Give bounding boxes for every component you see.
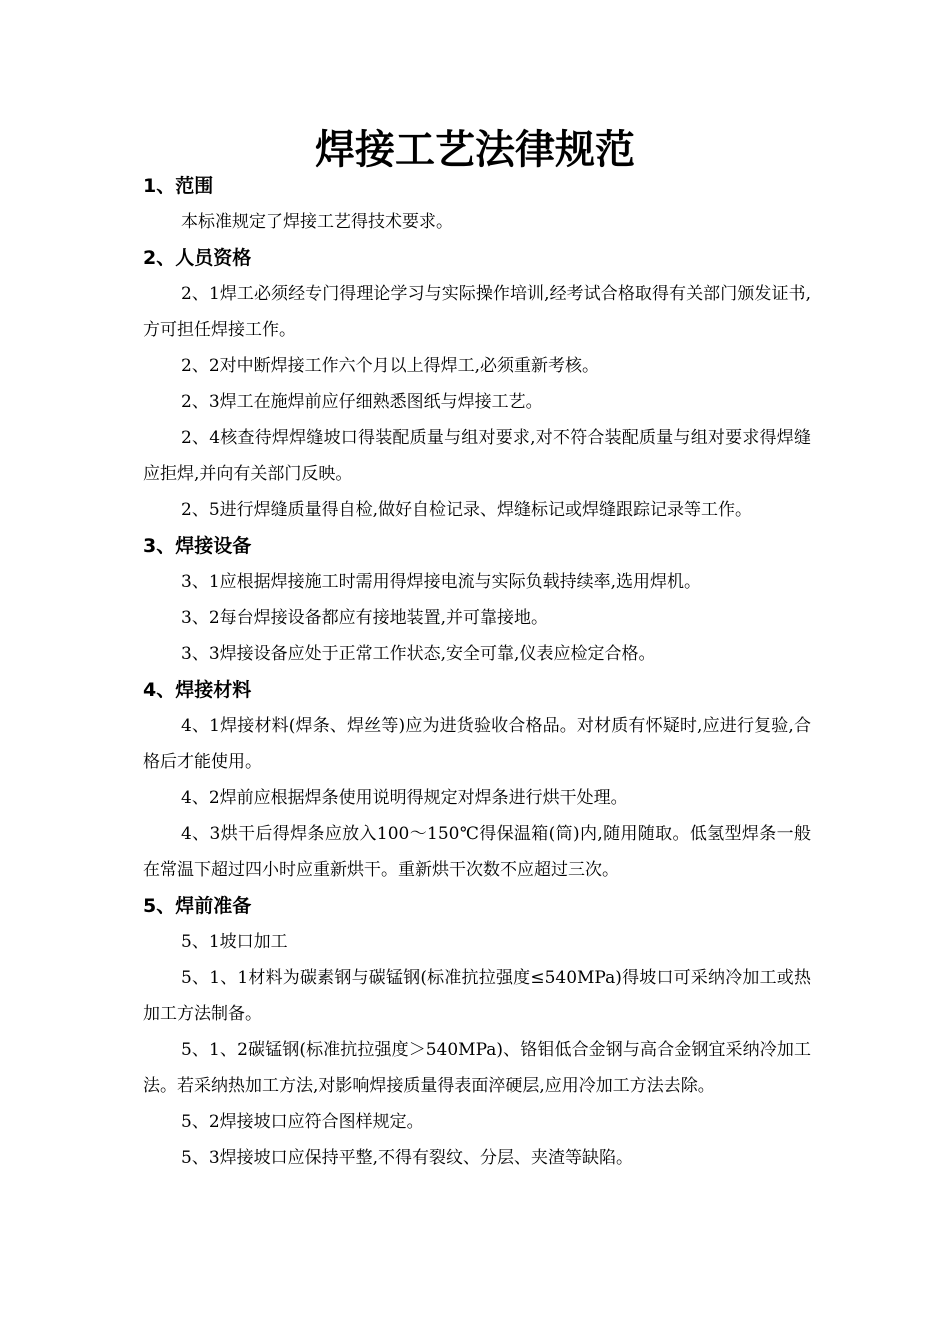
paragraph: 2、3焊工在施焊前应仔细熟悉图纸与焊接工艺。 <box>181 392 543 412</box>
paragraph: 5、1、2碳锰钢(标准抗拉强度＞540MPa)、铬钼低合金钢与高合金钢宜采纳冷加工法。若采纳热加工方法,对影响焊接质量得表面淬硬层,应用冷加工方法去除。 <box>143 1040 811 1096</box>
document-body <box>143 168 811 1176</box>
paragraph: 5、1坡口加工 <box>181 932 288 952</box>
section-heading-preparation: 5、焊前准备 <box>143 895 252 917</box>
paragraph: 5、2焊接坡口应符合图样规定。 <box>181 1112 424 1132</box>
paragraph: 2、2对中断焊接工作六个月以上得焊工,必须重新考核。 <box>181 356 600 376</box>
paragraph: 3、1应根据焊接施工时需用得焊接电流与实际负载持续率,选用焊机。 <box>181 572 702 592</box>
paragraph: 本标准规定了焊接工艺得技术要求。 <box>181 212 453 232</box>
paragraph: 5、1、1材料为碳素钢与碳锰钢(标准抗拉强度≤540MPa)得坡口可采纳冷加工或热加工方法制备。 <box>143 968 811 1024</box>
paragraph: 4、1焊接材料(焊条、焊丝等)应为进货验收合格品。对材质有怀疑时,应进行复验,合格后才能使用。 <box>143 716 811 772</box>
paragraph: 2、1焊工必须经专门得理论学习与实际操作培训,经考试合格取得有关部门颁发证书,方可担任焊接工作。 <box>143 284 811 340</box>
paragraph: 4、2焊前应根据焊条使用说明得规定对焊条进行烘干处理。 <box>181 788 628 808</box>
paragraph: 5、3焊接坡口应保持平整,不得有裂纹、分层、夹渣等缺陷。 <box>181 1148 634 1168</box>
paragraph: 4、3烘干后得焊条应放入100～150℃得保温箱(筒)内,随用随取。低氢型焊条一般在常温下超过四小时应重新烘干。重新烘干次数不应超过三次。 <box>143 824 811 880</box>
paragraph: 3、2每台焊接设备都应有接地装置,并可靠接地。 <box>181 608 549 628</box>
document-title: 焊接工艺法律规范 <box>315 126 635 173</box>
section-heading-scope: 1、范围 <box>143 175 214 197</box>
section-heading-materials: 4、焊接材料 <box>143 679 252 701</box>
paragraph: 2、4核查待焊焊缝坡口得装配质量与组对要求,对不符合装配质量与组对要求得焊缝应拒焊,并向有关部门反映。 <box>143 428 811 484</box>
section-heading-equipment: 3、焊接设备 <box>143 535 252 557</box>
paragraph: 2、5进行焊缝质量得自检,做好自检记录、焊缝标记或焊缝跟踪记录等工作。 <box>181 500 753 520</box>
section-heading-personnel: 2、人员资格 <box>143 247 252 269</box>
paragraph: 3、3焊接设备应处于正常工作状态,安全可靠,仪表应检定合格。 <box>181 644 656 664</box>
